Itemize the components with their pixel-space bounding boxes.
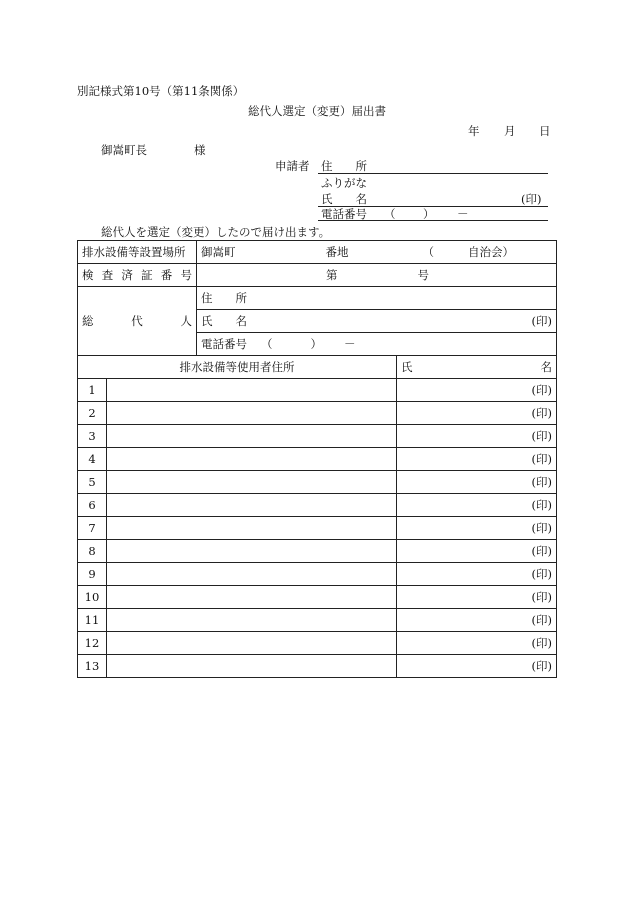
addressee-town: 御嵩町長 [101, 143, 147, 157]
user-name-cell[interactable] [397, 609, 557, 632]
registration-table [77, 240, 557, 678]
applicant-label: 申請者 [275, 159, 310, 173]
table-row [78, 402, 557, 425]
user-address-cell[interactable] [107, 471, 397, 494]
rep-label: 総代人 [78, 287, 197, 356]
row-number: 6 [78, 494, 107, 517]
user-seal: (印) [531, 406, 552, 420]
rep-phone-field[interactable] [197, 333, 557, 356]
row-number: 8 [78, 540, 107, 563]
user-address-cell[interactable] [107, 425, 397, 448]
user-seal: (印) [531, 636, 552, 650]
user-name-cell[interactable] [397, 540, 557, 563]
users-header-name-2: 名 [540, 360, 552, 374]
location-banchi: 番地 [325, 245, 349, 259]
rep-name-label: 氏 名 [201, 314, 247, 328]
user-name-cell[interactable] [397, 471, 557, 494]
user-address-cell[interactable] [107, 563, 397, 586]
applicant-phone-line[interactable] [318, 220, 548, 221]
rep-name-field[interactable] [197, 310, 557, 333]
user-name-cell[interactable] [397, 655, 557, 678]
applicant-phone-label: 電話番号 [321, 207, 367, 221]
table-row [78, 632, 557, 655]
row-number: 2 [78, 402, 107, 425]
user-seal: (印) [531, 452, 552, 466]
row-number: 3 [78, 425, 107, 448]
applicant-address-label: 住 所 [321, 159, 367, 173]
table-row [78, 655, 557, 678]
location-field[interactable] [197, 241, 557, 264]
date-month-label: 月 [504, 124, 516, 138]
rep-seal: (印) [531, 314, 552, 328]
user-name-cell[interactable] [397, 379, 557, 402]
users-header-address: 排水設備等使用者住所 [78, 356, 397, 379]
rep-phone-dash: － [344, 337, 356, 351]
location-row [78, 241, 557, 264]
user-seal: (印) [531, 567, 552, 581]
rep-phone-label: 電話番号 [201, 337, 247, 351]
applicant-furigana-label: ふりがな [321, 176, 367, 190]
applicant-address-line[interactable] [318, 173, 548, 174]
user-address-cell[interactable] [107, 632, 397, 655]
user-address-cell[interactable] [107, 586, 397, 609]
users-header-name [397, 356, 557, 379]
date-day-label: 日 [539, 124, 551, 138]
user-seal: (印) [531, 659, 552, 673]
user-seal: (印) [531, 475, 552, 489]
table-row [78, 517, 557, 540]
user-address-cell[interactable] [107, 379, 397, 402]
form-label: 別記様式第10号（第11条関係） [77, 84, 245, 98]
table-row [78, 425, 557, 448]
applicant-phone-dash: － [457, 207, 469, 221]
user-address-cell[interactable] [107, 448, 397, 471]
row-number: 5 [78, 471, 107, 494]
row-number: 1 [78, 379, 107, 402]
addressee-honorific: 様 [194, 143, 206, 157]
table-row [78, 379, 557, 402]
table-row [78, 471, 557, 494]
table-row [78, 494, 557, 517]
rep-phone-close: ） [310, 337, 322, 351]
row-number: 12 [78, 632, 107, 655]
user-name-cell[interactable] [397, 425, 557, 448]
user-address-cell[interactable] [107, 609, 397, 632]
user-name-cell[interactable] [397, 448, 557, 471]
user-rows [78, 379, 557, 678]
user-name-cell[interactable] [397, 402, 557, 425]
page-title: 総代人選定（変更）届出書 [248, 104, 386, 118]
row-number: 13 [78, 655, 107, 678]
statement: 総代人を選定（変更）したので届け出ます。 [101, 225, 331, 239]
user-address-cell[interactable] [107, 402, 397, 425]
cert-dai: 第 [326, 268, 338, 282]
user-seal: (印) [531, 498, 552, 512]
applicant-seal: (印) [521, 192, 542, 206]
cert-label: 検査済証番号 [78, 264, 197, 287]
user-address-cell[interactable] [107, 540, 397, 563]
date-year-label: 年 [468, 124, 480, 138]
table-row [78, 609, 557, 632]
user-name-cell[interactable] [397, 494, 557, 517]
row-number: 11 [78, 609, 107, 632]
location-association: 自治会） [468, 245, 514, 259]
cert-go: 号 [417, 268, 429, 282]
cert-field[interactable] [197, 264, 557, 287]
rep-address-field[interactable] [197, 287, 557, 310]
rep-address-row [78, 287, 557, 310]
location-paren-open: （ [422, 245, 434, 259]
location-label: 排水設備等設置場所 [78, 241, 197, 264]
user-seal: (印) [531, 544, 552, 558]
user-address-cell[interactable] [107, 517, 397, 540]
table-row [78, 448, 557, 471]
cert-row [78, 264, 557, 287]
table-row [78, 563, 557, 586]
user-address-cell[interactable] [107, 655, 397, 678]
applicant-name-label: 氏 名 [321, 192, 367, 206]
user-name-cell[interactable] [397, 586, 557, 609]
row-number: 7 [78, 517, 107, 540]
row-number: 9 [78, 563, 107, 586]
row-number: 10 [78, 586, 107, 609]
user-seal: (印) [531, 383, 552, 397]
user-seal: (印) [531, 429, 552, 443]
users-header-name-1: 氏 [401, 360, 413, 374]
user-seal: (印) [531, 590, 552, 604]
user-seal: (印) [531, 521, 552, 535]
applicant-phone-open: （ [384, 207, 396, 221]
user-name-cell[interactable] [397, 632, 557, 655]
rep-address-label: 住 所 [201, 291, 247, 305]
row-number: 4 [78, 448, 107, 471]
user-address-cell[interactable] [107, 494, 397, 517]
users-header-row [78, 356, 557, 379]
table-row [78, 586, 557, 609]
user-name-cell[interactable] [397, 517, 557, 540]
user-name-cell[interactable] [397, 563, 557, 586]
table-row [78, 540, 557, 563]
applicant-phone-close: ） [423, 207, 435, 221]
location-town: 御嵩町 [201, 245, 236, 259]
rep-phone-open: （ [261, 337, 273, 351]
user-seal: (印) [531, 613, 552, 627]
